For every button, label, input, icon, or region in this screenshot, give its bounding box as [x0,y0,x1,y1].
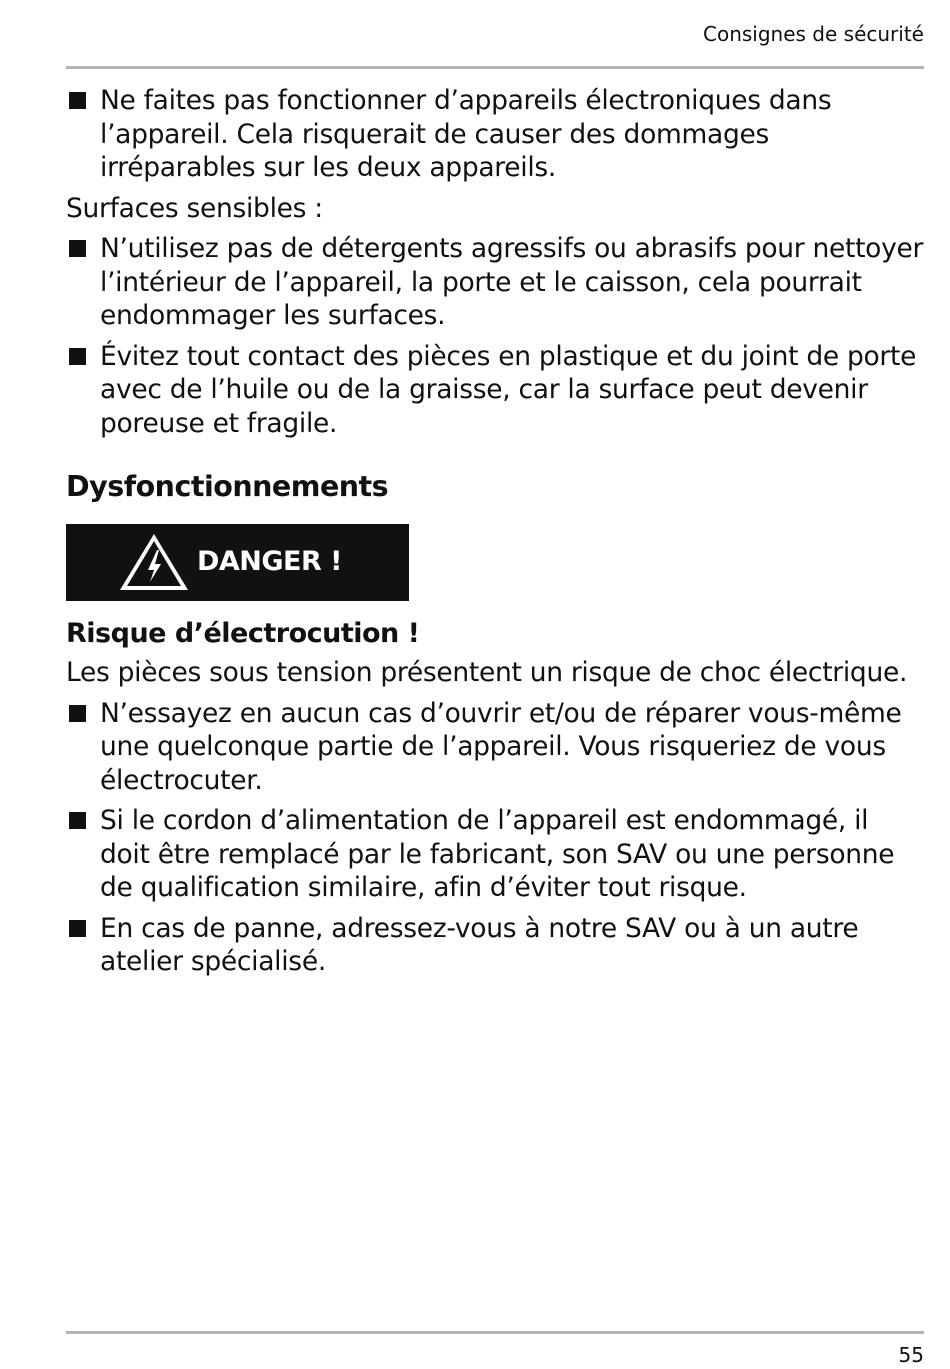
risk-text: Les pièces sous tension présentent un risque de choc électrique. [66,657,908,688]
square-bullet-icon [69,705,86,722]
page-number: 55 [898,1343,924,1367]
square-bullet-icon [69,240,86,257]
danger-label: DANGER ! [196,546,342,578]
page-content [66,84,924,986]
square-bullet-icon [69,348,86,365]
list-item-text: Évitez tout contact des pièces en plastique et du joint de porte avec de l’huile ou de la graisse, car la surface peut devenir poreuse et fragile. [100,340,917,439]
risk-heading: Risque d’électrocution ! [66,617,420,649]
list-item [66,804,924,905]
sensitive-surfaces-label: Surfaces sensibles : [66,192,323,224]
list-item [66,340,924,441]
list-item-text: N’essayez en aucun cas d’ouvrir et/ou de réparer vous-même une quelconque partie de l’appareil. Vous risqueriez de vous électrocuter. [100,697,902,796]
list-item [66,912,924,979]
square-bullet-icon [69,812,86,829]
section-heading: Dysfonctionnements [66,470,389,503]
list-item-text: Si le cordon d’alimentation de l’appareil est endommagé, il doit être remplacé par le fabricant, son SAV ou une personne de qualification similaire, afin d’éviter tout risque. [100,805,895,903]
page-header [66,20,924,69]
square-bullet-icon [69,920,86,937]
header-title: Consignes de sécurité [703,22,924,46]
list-item [66,84,924,185]
square-bullet-icon [69,92,86,109]
list-item-text: En cas de panne, adressez-vous à notre SAV ou à un autre atelier spécialisé. [100,912,859,977]
intro-bullet-list [66,84,924,185]
list-item [66,697,924,798]
list-item-text: N’utilisez pas de détergents agressifs ou abrasifs pour nettoyer l’intérieur de l’appareil, la porte et le caisson, cela pourrait endommager les surfaces. [100,233,924,331]
list-item [66,232,924,333]
malfunction-bullet-list [66,697,924,979]
list-item-text: Ne faites pas fonctionner d’appareils électroniques dans l’appareil. Cela risquerait de causer des dommages irréparables sur les deux appareils. [100,85,832,183]
high-voltage-warning-icon [117,531,191,593]
danger-banner [66,524,409,601]
footer-divider [66,1331,924,1334]
sensitive-bullet-list [66,232,924,440]
